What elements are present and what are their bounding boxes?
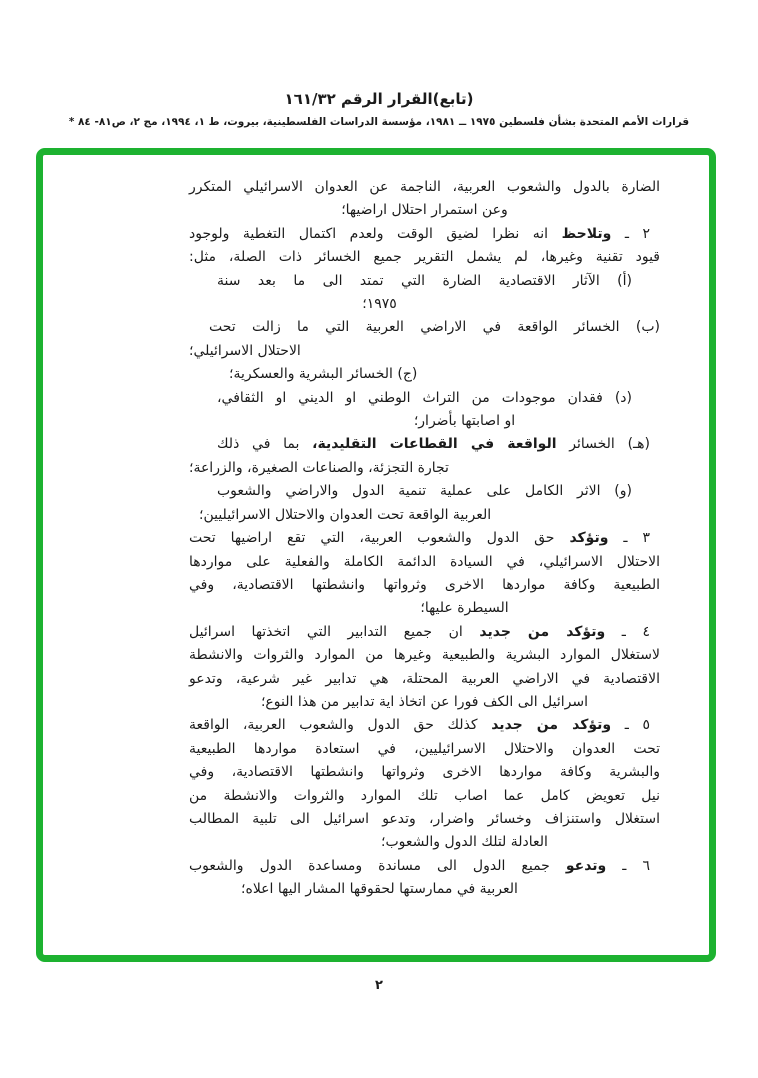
text-segment: ٣ ـ xyxy=(608,530,650,547)
text-segment: (أ) الآثار الاقتصادية الضارة التي تمتد الى ما بعد سنة xyxy=(217,272,632,289)
text-segment: ان جميع التدابير التي اتخذتها اسرائيل xyxy=(189,623,480,640)
text-segment: العربية في ممارستها لحقوقها المشار اليها اعلاه؛ xyxy=(241,881,518,898)
text-segment: اسرائيل الى الكف فورا عن اتخاذ اية تدابير من هذا النوع؛ xyxy=(260,693,589,710)
text-segment: (ج) الخسائر البشرية والعسكرية؛ xyxy=(229,366,418,383)
text-segment: الطبيعية وكافة مواردها الاخرى وثرواتها وانشطتها الاقتصادية، وفي xyxy=(189,576,660,593)
text-segment: الاقتصادية في الاراضي العربية المحتلة، هي تدابير غير شرعية، وتدعو xyxy=(189,670,660,687)
text-segment: الضارة بالدول والشعوب العربية، الناجمة عن العدوان الاسرائيلي المتكرر xyxy=(189,179,660,195)
text-segment: العادلة لتلك الدول والشعوب؛ xyxy=(381,834,548,851)
text-line xyxy=(189,714,660,737)
bold-text-segment: وتؤكد من جديد xyxy=(491,717,612,734)
text-segment: الاحتلال الاسرائيلي، في السيادة الدائمة الكاملة والفعلية على مواردها xyxy=(189,553,660,570)
text-segment: تجارة التجزئة، والصناعات الصغيرة، والزراعة؛ xyxy=(189,459,449,476)
text-line xyxy=(189,270,660,293)
resolution-title: (تابع)القرار الرقم ١٦١/٣٢ xyxy=(284,90,474,108)
text-segment: ٥ ـ xyxy=(611,717,650,734)
text-segment: لاستغلال الموارد البشرية والطبيعية وغيرها من الموارد والثروات والانشطة xyxy=(189,647,660,664)
text-line xyxy=(229,597,700,620)
text-segment: كذلك حق الدول والشعوب العربية، الواقعة xyxy=(189,717,492,734)
text-line xyxy=(189,855,660,878)
text-line xyxy=(189,551,660,574)
text-segment: قيود تقنية وغيرها، لم يشمل التقرير جميع الخسائر ذات الصلة، مثل: xyxy=(189,249,660,266)
text-line xyxy=(189,176,660,199)
text-line xyxy=(189,363,660,386)
text-segment: او اصابتها بأضرار؛ xyxy=(413,413,516,430)
text-segment: ١٩٧٥؛ xyxy=(362,296,397,313)
text-line xyxy=(189,644,660,667)
text-line xyxy=(144,878,615,901)
text-segment: (ب) الخسائر الواقعة في الاراضي العربية التي ما زالت تحت xyxy=(209,319,660,336)
text-line xyxy=(189,504,660,527)
text-segment: والبشرية وكافة مواردها الاخرى وثرواتها وانشطتها الاقتصادية، وفي xyxy=(189,764,660,781)
text-segment: العربية الواقعة تحت العدوان والاحتلال الاسرائيليين؛ xyxy=(199,506,492,523)
text-line xyxy=(189,480,660,503)
text-line xyxy=(189,761,660,784)
text-line xyxy=(189,387,660,410)
bold-text-segment: وتلاحظ xyxy=(561,225,612,242)
text-segment: نيل تعويض كامل عما اصاب تلك الموارد والثروات والانشطة من xyxy=(189,787,660,804)
text-segment: ٦ ـ xyxy=(606,857,650,874)
text-segment: وعن استمرار احتلال اراضيها؛ xyxy=(341,202,508,219)
page-number: ٢ xyxy=(375,978,383,993)
text-segment: ٢ ـ xyxy=(611,225,650,242)
text-line xyxy=(189,316,660,339)
text-line xyxy=(189,457,660,480)
text-line xyxy=(189,621,660,644)
text-line xyxy=(189,246,660,269)
text-segment: استغلال واستنزاف وخسائر واضرار، وتدعو اسرائيل الى تلبية المطالب xyxy=(189,810,660,827)
bold-text-segment: وتؤكد من جديد xyxy=(479,623,606,640)
text-segment: (هـ) الخسائر xyxy=(556,436,650,453)
text-line xyxy=(189,223,660,246)
text-segment: حق الدول والشعوب العربية، التي تقع اراضيها تحت xyxy=(189,530,570,547)
text-segment: (د) فقدان موجودات من التراث الوطني او الديني او الثقافي، xyxy=(217,389,632,406)
text-line xyxy=(189,199,660,222)
text-segment: بما في ذلك xyxy=(217,436,313,453)
bold-text-segment: وتدعو xyxy=(565,857,607,874)
text-line xyxy=(189,574,660,597)
source-citation: قرارات الأمم المتحدة بشأن فلسطين ١٩٧٥ ــ ١٩٨١، مؤسسة الدراسات الفلسطينية، بيروت، ط ١، ١٩٩٤، مج ٢، ص٨١- ٨٤ * xyxy=(68,116,690,128)
text-line xyxy=(189,668,660,691)
text-line xyxy=(189,340,660,363)
document-text xyxy=(189,176,660,902)
text-segment: تحت العدوان والاحتلال الاسرائيليين، في استعادة مواردها الطبيعية xyxy=(189,740,660,757)
text-line xyxy=(189,527,660,550)
text-line xyxy=(189,808,660,831)
text-line xyxy=(144,293,615,316)
text-line xyxy=(189,785,660,808)
bold-text-segment: الواقعة في القطاعات التقليدية، xyxy=(312,436,557,453)
text-segment: (و) الاثر الكامل على عملية تنمية الدول والاراضي والشعوب xyxy=(217,483,632,500)
text-segment: انه نظرا لضيق الوقت ولعدم اكتمال التغطية ولوجود xyxy=(189,225,562,242)
text-segment: الاحتلال الاسرائيلي؛ xyxy=(189,342,301,359)
text-line xyxy=(229,410,700,433)
text-segment: السيطرة عليها؛ xyxy=(420,600,509,617)
bold-text-segment: وتؤكد xyxy=(569,530,609,547)
text-line xyxy=(189,433,660,456)
document-header xyxy=(0,90,758,128)
text-line xyxy=(189,691,660,714)
text-line xyxy=(189,738,660,761)
text-segment: ٤ ـ xyxy=(605,623,650,640)
text-segment: جميع الدول الى مساندة ومساعدة الدول والشعوب xyxy=(189,857,566,874)
text-line xyxy=(229,831,700,854)
